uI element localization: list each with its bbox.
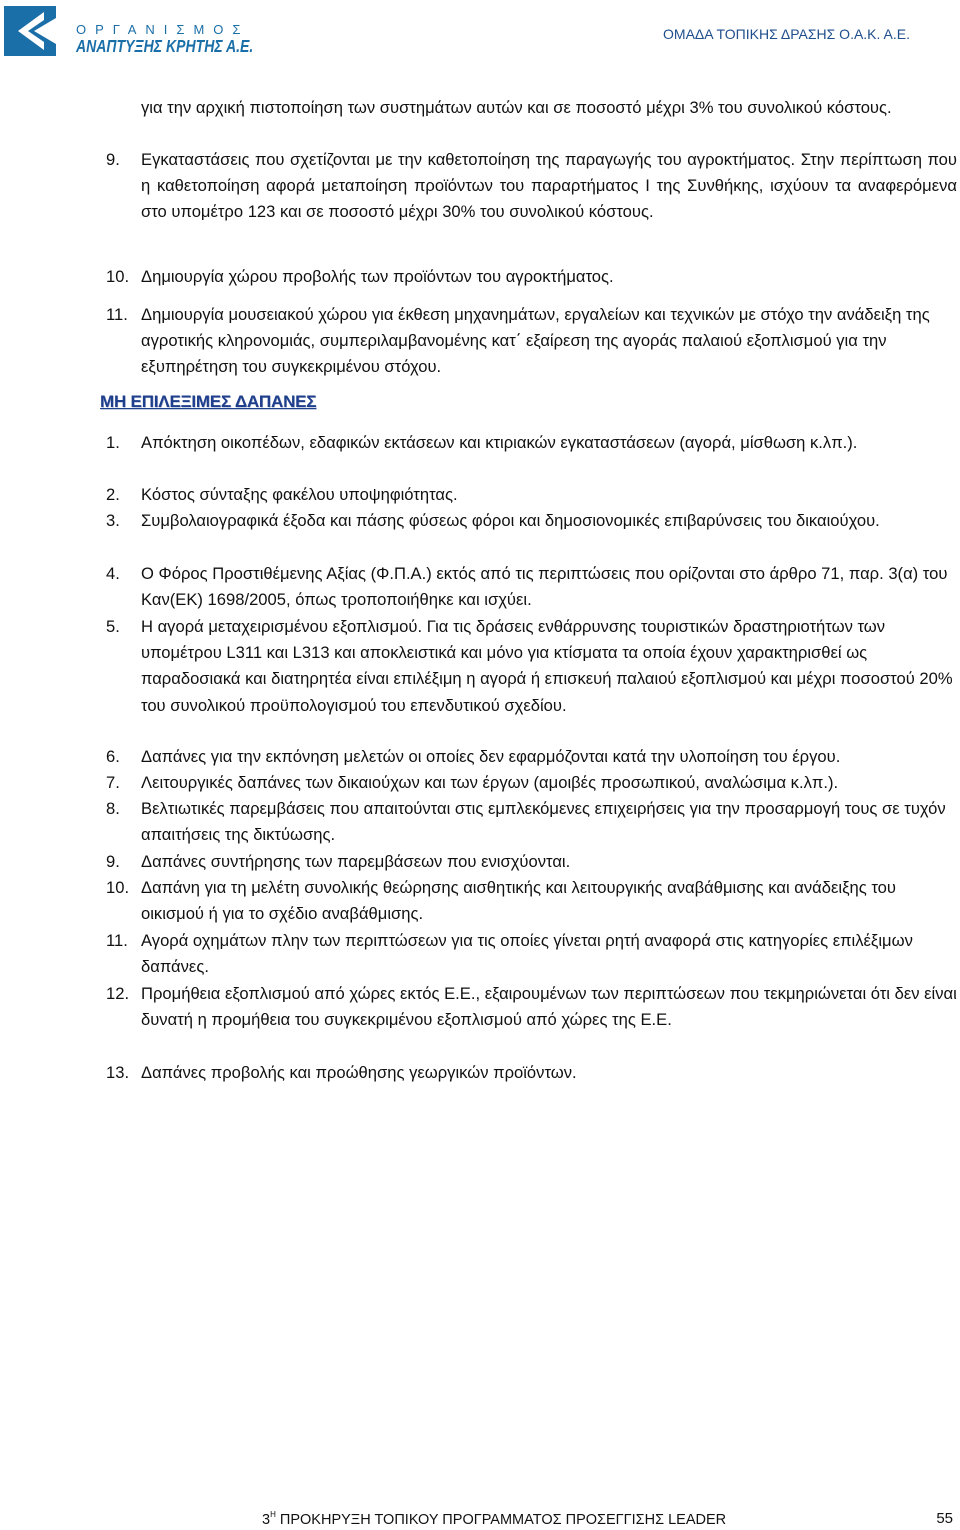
item-text: Βελτιωτικές παρεμβάσεις που απαιτούνται στις εμπλεκόμενες επιχειρήσεις για την προσαρμογή τους σε τυχόν απαιτήσεις της δικτύωσης. [141, 799, 946, 845]
non-eligible-item [106, 849, 957, 875]
item-number: 2. [106, 485, 120, 504]
footer-title: ΠΡΟΚΗΡΥΞΗ ΤΟΠΙΚΟΥ ΠΡΟΓΡΑΜΜΑΤΟΣ ΠΡΟΣΕΓΓΙΣΗΣ LEADER [279, 1512, 727, 1528]
page-header [0, 0, 960, 64]
non-eligible-item [106, 1060, 957, 1086]
non-eligible-item [106, 561, 957, 613]
item-number: 10. [106, 267, 130, 286]
logo-line2: ΑΝΑΠΤΥΞΗΣ ΚΡΗΤΗΣ Α.Ε. [76, 36, 254, 56]
item-text: Συμβολαιογραφικά έξοδα και πάσης φύσεως φόροι και δημοσιονομικές επιβαρύνσεις του δικαιούχου. [141, 511, 880, 530]
item-text: Δαπάνες συντήρησης των παρεμβάσεων που ενισχύονται. [141, 852, 571, 871]
item-number: 11. [106, 931, 128, 950]
logo-line1: ΟΡΓΑΝΙΣΜΟΣ [76, 22, 250, 37]
non-eligible-item [106, 482, 957, 508]
item-number: 9. [106, 150, 120, 169]
item-number: 11. [106, 305, 128, 324]
item-text: Αγορά οχημάτων πλην των περιπτώσεων για τις οποίες γίνεται ρητή αναφορά στις κατηγορίες επιλέξιμων δαπάνες. [141, 931, 913, 977]
item-number: 3. [106, 511, 120, 530]
footer-number: 3 [262, 1512, 271, 1528]
non-eligible-item [106, 770, 957, 796]
non-eligible-item [106, 744, 957, 770]
eligible-item [106, 264, 957, 290]
item-number: 9. [106, 852, 120, 871]
section-title: ΜΗ ΕΠΙΛΕΞΙΜΕΣ ΔΑΠΑΝΕΣ [100, 392, 317, 411]
page-number: 55 [936, 1510, 953, 1527]
item-number: 5. [106, 617, 120, 636]
non-eligible-item [106, 875, 957, 927]
item-number: 8. [106, 799, 120, 818]
item-number: 13. [106, 1063, 130, 1082]
item-text: Δημιουργία χώρου προβολής των προϊόντων του αγροκτήματος. [141, 267, 614, 286]
item-text: Δαπάνες προβολής και προώθησης γεωργικών προϊόντων. [141, 1063, 577, 1082]
item-text: Λειτουργικές δαπάνες των δικαιούχων και των έργων (αμοιβές προσωπικού, αναλώσιμα κ.λπ.). [141, 773, 839, 792]
eligible-item [106, 147, 957, 226]
item-text: Ο Φόρος Προστιθέμενης Αξίας (Φ.Π.Α.) εκτός από τις περιπτώσεις που ορίζονται στο άρθρο 71, παρ. 3(α) του Καν(ΕΚ) 1698/2005, όπως τροποποιήθηκε και ισχύει. [141, 564, 948, 610]
non-eligible-item [106, 796, 957, 848]
item-text: Η αγορά μεταχειρισμένου εξοπλισμού. Για τις δράσεις ενθάρρυνσης τουριστικών δραστηριοτήτων των υπομέτρου L311 και L313 και αποκλειστικά και μόνο για κτίσματα τα οποία έχουν χαρακτηρισθεί ως παραδοσιακά και διατηρητέα είναι επιλέξιμη η αγορά ή επισκευή παλαιού εξοπλισμού και μέχρι ποσοστού 20% του συνολικού προϋπολογισμού του επενδυτικού σχεδίου. [141, 617, 953, 715]
header-organization-name: ΟΜΑΔΑ ΤΟΠΙΚΗΣ ΔΡΑΣΗΣ Ο.Α.Κ. Α.Ε. [663, 26, 910, 42]
item-text: Απόκτηση οικοπέδων, εδαφικών εκτάσεων και κτιριακών εγκαταστάσεων (αγορά, μίσθωση κ.λπ.). [141, 433, 858, 452]
non-eligible-item [106, 928, 957, 980]
item-number: 12. [106, 984, 130, 1003]
item-text: Προμήθεια εξοπλισμού από χώρες εκτός Ε.Ε., εξαιρουμένων των περιπτώσεων που τεκμηριώνεται ότι δεν είναι δυνατή η προμήθεια του συγκεκριμένου εξοπλισμού από χώρες της Ε.Ε. [141, 984, 957, 1030]
item-text: Εγκαταστάσεις που σχετίζονται με την καθετοποίηση της παραγωγής του αγροκτήματος. Στην περίπτωση που η καθετοποίηση αφορά μεταποίηση προϊόντων του παραρτήματος Ι της Συνθήκης, ισχύουν τα αναφερόμενα στο υπομέτρο 123 και σε ποσοστό μέχρι 30% του συνολικού κόστους. [141, 150, 957, 222]
page-footer [262, 1510, 726, 1528]
item-number: 7. [106, 773, 120, 792]
item-number: 4. [106, 564, 120, 583]
item-text: Δημιουργία μουσειακού χώρου για έκθεση μηχανημάτων, εργαλείων και τεχνικών με στόχο την ανάδειξη της αγροτικής κληρονομιάς, συμπεριλαμβανομένης κατ΄ εξαίρεση της αγοράς παλαιού εξοπλισμού για την εξυπηρέτηση του συγκεκριμένου στόχου. [141, 305, 930, 377]
item-number: 6. [106, 747, 120, 766]
non-eligible-item [106, 430, 957, 456]
non-eligible-item [106, 508, 957, 534]
non-eligible-item [106, 614, 957, 719]
organization-logo-icon [4, 6, 56, 56]
item-text: Κόστος σύνταξης φακέλου υποψηφιότητας. [141, 485, 458, 504]
non-eligible-item [106, 981, 957, 1033]
item-number: 10. [106, 878, 130, 897]
item-text: Δαπάνη για τη μελέτη συνολικής θεώρησης αισθητικής και λειτουργικής αναβάθμισης και ανάδειξης του οικισμού ή για το σχέδιο αναβάθμισης. [141, 878, 896, 924]
item-text: Δαπάνες για την εκπόνηση μελετών οι οποίες δεν εφαρμόζονται κατά την υλοποίηση του έργου. [141, 747, 841, 766]
item-number: 1. [106, 433, 120, 452]
footer-superscript: Η [270, 1510, 276, 1519]
eligible-item [106, 302, 957, 381]
continuation-paragraph: για την αρχική πιστοποίηση των συστημάτων αυτών και σε ποσοστό μέχρι 3% του συνολικού κόστους. [141, 98, 892, 117]
